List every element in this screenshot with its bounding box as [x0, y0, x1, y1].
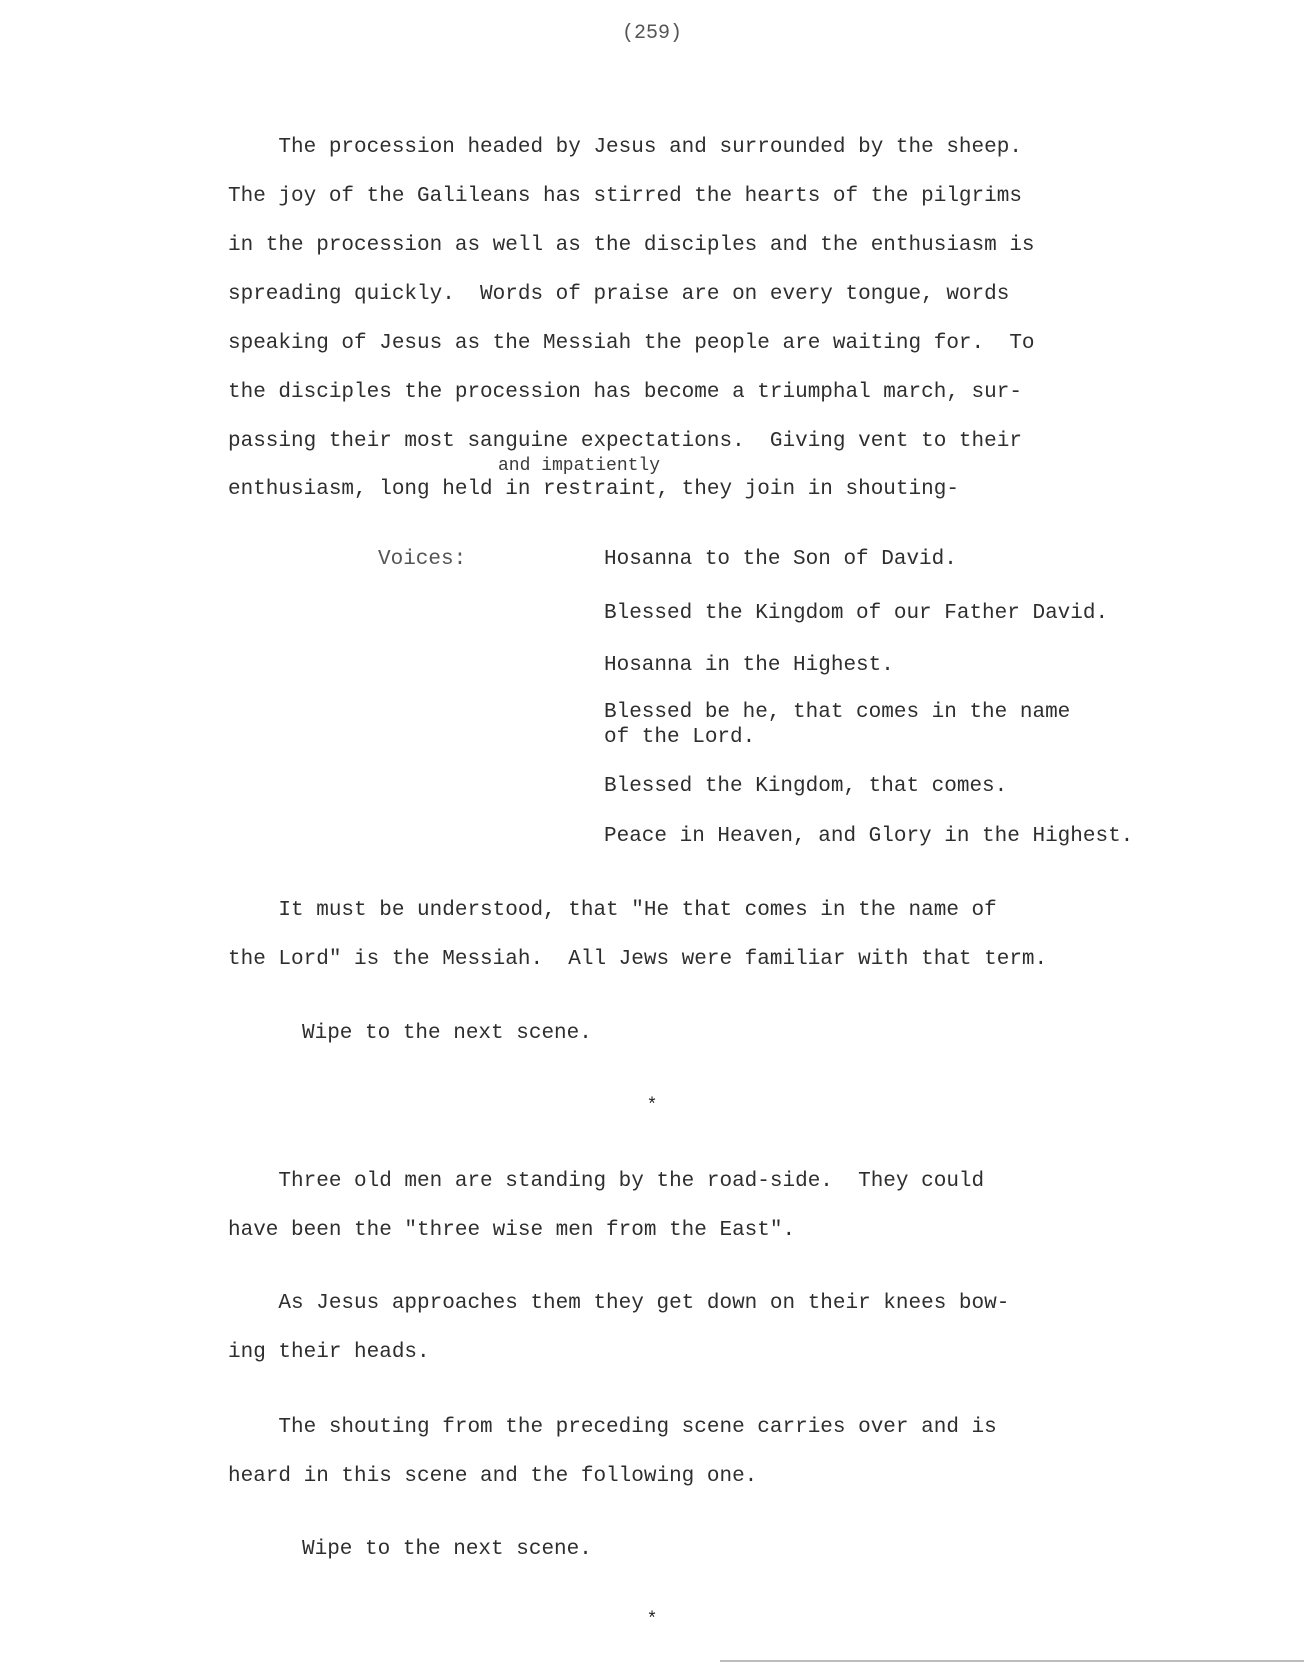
text-line: The procession headed by Jesus and surrounded by the sheep.	[228, 136, 1022, 159]
page-edge-line	[720, 1660, 1304, 1662]
voice-line: Blessed the Kingdom of our Father David.	[604, 602, 1109, 625]
text-line: spreading quickly. Words of praise are on every tongue, words	[228, 283, 1010, 306]
voice-line: of the Lord.	[604, 726, 756, 749]
text-line: Three old men are standing by the road-side. They could	[228, 1170, 985, 1193]
text-line: the Lord" is the Messiah. All Jews were familiar with that term.	[228, 948, 1048, 971]
text-line: As Jesus approaches them they get down on their knees bow-	[228, 1292, 1010, 1315]
voice-line: Peace in Heaven, and Glory in the Highest.	[604, 825, 1134, 848]
page-number: (259)	[621, 22, 682, 45]
text-line: the disciples the procession has become a triumphal march, sur-	[228, 381, 1022, 404]
wipe-direction: Wipe to the next scene.	[302, 1538, 592, 1561]
text-line: in the procession as well as the disciples and the enthusiasm is	[228, 234, 1035, 257]
text-line: heard in this scene and the following one.	[228, 1465, 758, 1488]
text-line: speaking of Jesus as the Messiah the people are waiting for. To	[228, 332, 1035, 355]
text-line: The joy of the Galileans has stirred the hearts of the pilgrims	[228, 185, 1022, 208]
text-line: enthusiasm, long held in restraint, they join in shouting-	[228, 478, 959, 501]
text-line: have been the "three wise men from the East".	[228, 1219, 796, 1242]
text-line: ing their heads.	[228, 1341, 430, 1364]
handwritten-insertion: and impatiently	[498, 456, 661, 476]
voice-line: Blessed be he, that comes in the name	[604, 701, 1071, 724]
text-line: It must be understood, that "He that comes in the name of	[228, 899, 997, 922]
voice-line: Hosanna in the Highest.	[604, 654, 894, 677]
wipe-direction: Wipe to the next scene.	[302, 1022, 592, 1045]
voice-line: Blessed the Kingdom, that comes.	[604, 775, 1008, 798]
text-line: passing their most sanguine expectations. Giving vent to their	[228, 430, 1022, 453]
scene-separator: *	[646, 1096, 658, 1116]
speaker-label: Voices:	[378, 548, 467, 571]
scene-separator: *	[646, 1610, 658, 1630]
text-line: The shouting from the preceding scene carries over and is	[228, 1416, 997, 1439]
voice-line: Hosanna to the Son of David.	[604, 548, 957, 571]
